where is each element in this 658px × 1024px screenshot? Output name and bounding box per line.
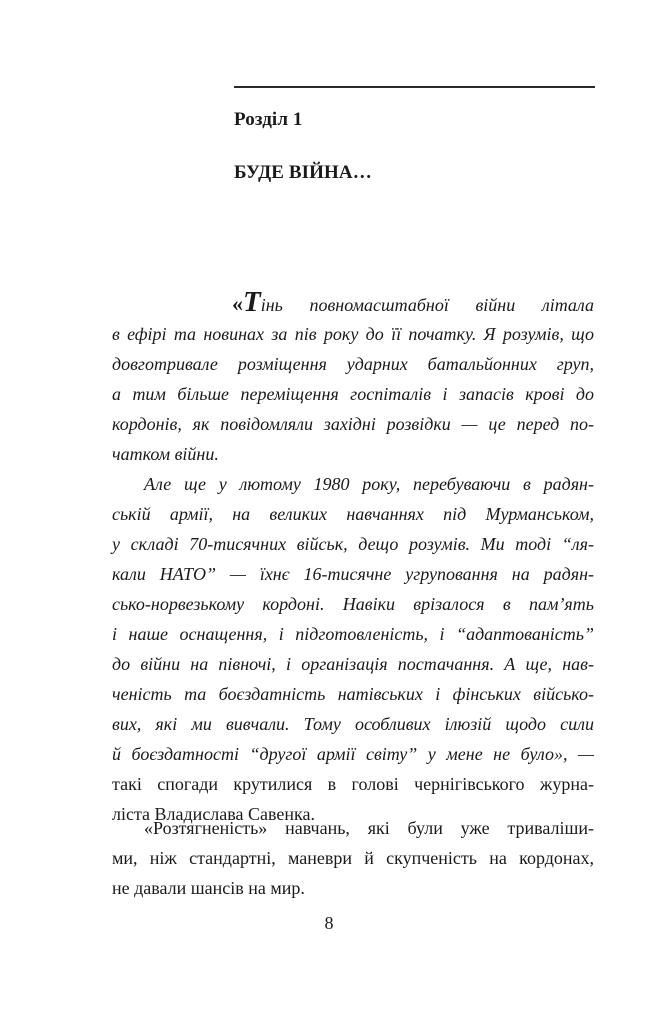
drop-letter: Т xyxy=(243,286,261,318)
quote-line: сько-норвезькому кордоні. Навіки врізалося в пам’ять xyxy=(112,594,594,614)
paragraph-line: не давали шансів на мир. xyxy=(112,878,305,898)
quote-line: і наше оснащення, і підготовленість, і “адаптованість” xyxy=(112,624,594,644)
quote-line: й боєздатності “другої армії світу” у мене не було», — xyxy=(112,744,594,764)
quote-line: чатком війни. xyxy=(112,444,219,464)
quote-line: ченість та боєздатність натівських і фінських військо- xyxy=(112,684,594,704)
paragraph-line: ми, ніж стандартні, маневри й скупченість на кордонах, xyxy=(112,848,594,868)
paragraph-line: «Розтягненість» навчань, які були уже триваліши- xyxy=(144,818,594,838)
attribution-line: такі спогади крутилися в голові чернігівського журна- xyxy=(112,774,594,794)
chapter-title: БУДЕ ВІЙНА… xyxy=(234,162,372,183)
quote-line: вих, які ми вивчали. Тому особливих ілюзій щодо сили xyxy=(112,714,594,734)
quote-line: у складі 70-тисячних військ, дещо розумів. Ми тоді “ля- xyxy=(112,534,594,554)
quote-open-mark: « xyxy=(232,291,243,316)
quote-line: до війни на півночі, і організація постачання. А ще, нав- xyxy=(112,654,594,674)
quote-line: в ефірі та новинах за пів року до її початку. Я розумів, що xyxy=(112,324,594,344)
quote-line: «Тінь повномасштабної війни літала xyxy=(232,286,594,318)
quote-block xyxy=(112,286,594,829)
quote-line: кордонів, як повідомляли західні розвідки — це перед по- xyxy=(112,414,594,434)
quote-line: кали НАТО” — їхнє 16-тисячне угруповання на радян- xyxy=(112,564,594,584)
page-number: 8 xyxy=(324,913,334,933)
body-paragraph xyxy=(112,813,594,903)
attribution-line: ліста Владислава Савенка. xyxy=(112,804,316,824)
chapter-label: Розділ 1 xyxy=(234,109,303,130)
quote-line: Але ще у лютому 1980 року, перебуваючи в радян- xyxy=(144,474,594,494)
quote-line: а тим більше переміщення госпіталів і запасів крові до xyxy=(112,384,594,404)
quote-line: довготривале розміщення ударних батальйонних груп, xyxy=(112,354,594,374)
chapter-rule xyxy=(234,86,595,88)
quote-line: ській армії, на великих навчаннях під Мурманськом, xyxy=(112,504,594,524)
